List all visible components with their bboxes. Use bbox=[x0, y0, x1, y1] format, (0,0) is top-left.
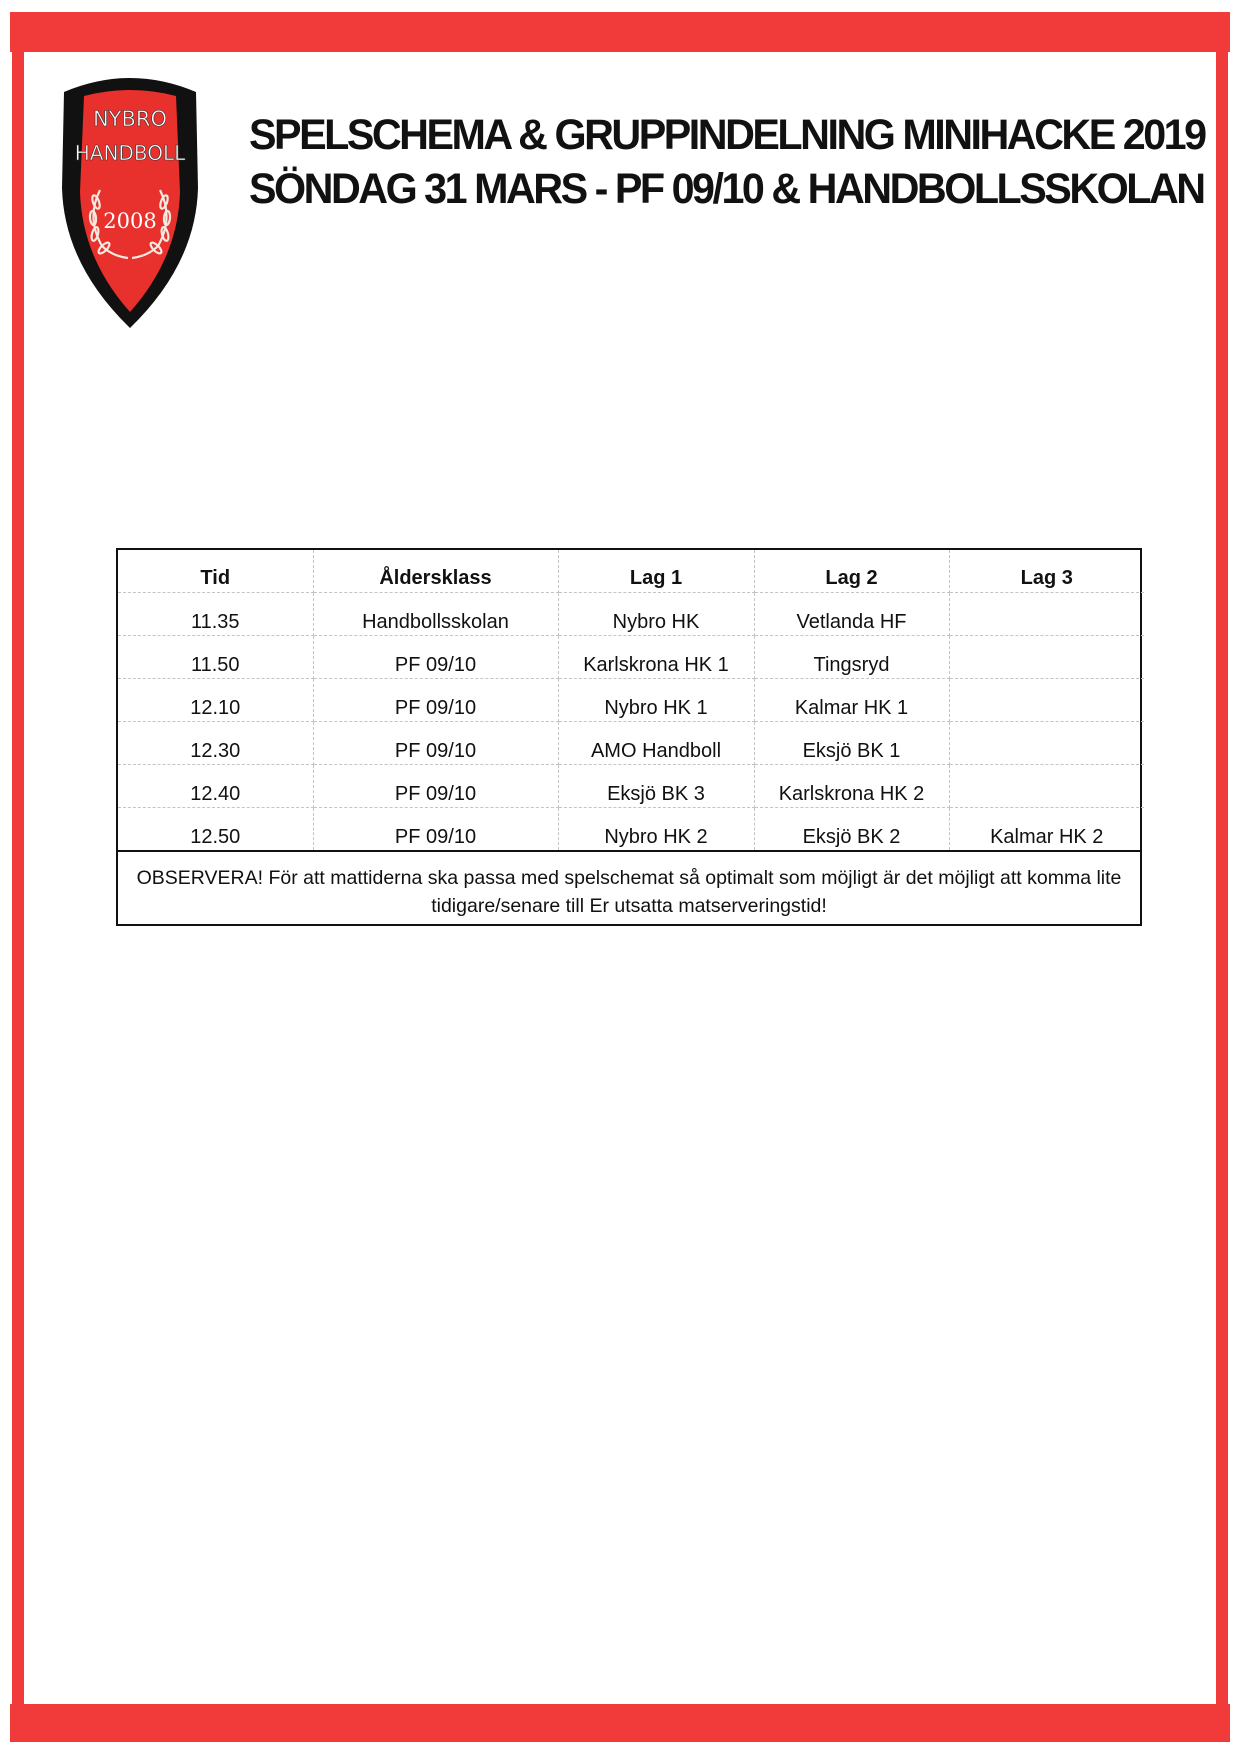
title-line-2: SÖNDAG 31 MARS - PF 09/10 & HANDBOLLSSKOLAN bbox=[249, 165, 1204, 213]
header-tid: Tid bbox=[118, 550, 313, 593]
cell-lag-1: AMO Handboll bbox=[558, 722, 754, 765]
frame-left-border bbox=[12, 12, 24, 1742]
table-row bbox=[118, 636, 1144, 679]
shield-icon bbox=[50, 68, 210, 330]
cell-lag-2: Eksjö BK 1 bbox=[754, 722, 949, 765]
header-lag-1: Lag 1 bbox=[558, 550, 754, 593]
cell-lag-1: Eksjö BK 3 bbox=[558, 765, 754, 808]
table-row bbox=[118, 722, 1144, 765]
header-lag-2: Lag 2 bbox=[754, 550, 949, 593]
cell-lag-1: Nybro HK bbox=[558, 593, 754, 636]
cell-lag-3: Kalmar HK 2 bbox=[990, 826, 1104, 848]
title-line-1: SPELSCHEMA & GRUPPINDELNING MINIHACKE 2019 bbox=[249, 111, 1205, 159]
header-aldersklass: Åldersklass bbox=[313, 550, 558, 593]
cell-lag-3 bbox=[949, 636, 1144, 679]
cell-aldersklass: Handbollsskolan bbox=[313, 593, 558, 636]
cell-aldersklass: PF 09/10 bbox=[313, 636, 558, 679]
cell-lag-3 bbox=[949, 765, 1144, 808]
cell-lag-2: Kalmar HK 1 bbox=[754, 679, 949, 722]
page-title bbox=[249, 108, 1205, 216]
table-row bbox=[118, 808, 1144, 851]
cell-tid: 12.40 bbox=[118, 765, 313, 808]
cell-tid: 12.50 bbox=[118, 808, 313, 851]
table-row bbox=[118, 765, 1144, 808]
schedule-table bbox=[116, 548, 1142, 926]
cell-lag-3 bbox=[949, 593, 1144, 636]
frame-bottom-border bbox=[10, 1704, 1230, 1742]
observera-note: OBSERVERA! För att mattiderna ska passa med spelschemat så optimalt som möjligt är det möjligt att komma lite tidigare/senare till Er utsatta matserveringstid! bbox=[118, 850, 1140, 924]
cell-lag-2: Vetlanda HF bbox=[754, 593, 949, 636]
cell-lag-2: Eksjö BK 2 bbox=[754, 808, 949, 851]
frame-top-border bbox=[10, 12, 1230, 52]
cell-aldersklass: PF 09/10 bbox=[313, 679, 558, 722]
cell-tid: 11.50 bbox=[118, 636, 313, 679]
cell-lag-2: Karlskrona HK 2 bbox=[754, 765, 949, 808]
table-row bbox=[118, 593, 1144, 636]
logo-text-handboll: HANDBOLL bbox=[74, 141, 186, 165]
cell-lag-1: Nybro HK 1 bbox=[558, 679, 754, 722]
cell-tid: 12.30 bbox=[118, 722, 313, 765]
cell-aldersklass: PF 09/10 bbox=[313, 765, 558, 808]
table-row bbox=[118, 679, 1144, 722]
header-lag-3: Lag 3 bbox=[949, 550, 1144, 593]
cell-tid: 12.10 bbox=[118, 679, 313, 722]
logo-text-year: 2008 bbox=[103, 209, 157, 233]
cell-aldersklass: PF 09/10 bbox=[313, 808, 558, 851]
cell-lag-1: Nybro HK 2 bbox=[558, 808, 754, 851]
cell-lag-1: Karlskrona HK 1 bbox=[558, 636, 754, 679]
frame-right-border bbox=[1216, 12, 1228, 1742]
cell-aldersklass: PF 09/10 bbox=[313, 722, 558, 765]
logo-text-nybro: NYBRO bbox=[92, 107, 168, 131]
club-logo bbox=[50, 68, 210, 330]
cell-lag-2: Tingsryd bbox=[754, 636, 949, 679]
cell-lag-3 bbox=[949, 722, 1144, 765]
cell-lag-3 bbox=[949, 679, 1144, 722]
cell-tid: 11.35 bbox=[118, 593, 313, 636]
table-header-row bbox=[118, 550, 1144, 593]
